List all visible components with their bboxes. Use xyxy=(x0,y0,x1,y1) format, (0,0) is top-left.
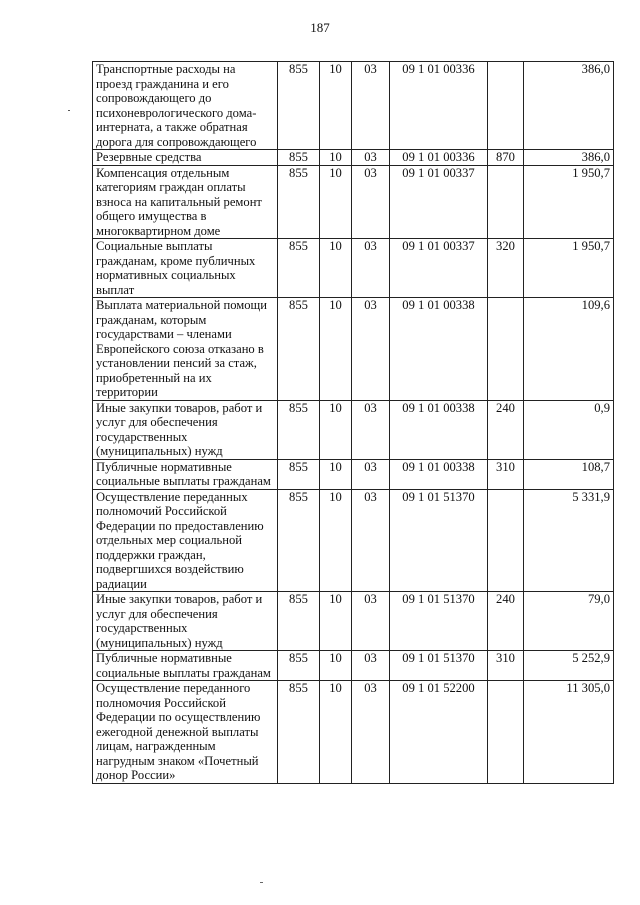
ministry-code: 855 xyxy=(278,165,320,239)
target-code: 09 1 01 52200 xyxy=(390,681,488,784)
expense-type-code: 320 xyxy=(488,239,524,298)
table-row xyxy=(93,298,614,401)
row-name: Иные закупки товаров, работ и услуг для обеспечения государственных (муниципальных) нужд xyxy=(93,400,278,459)
section-code: 10 xyxy=(320,400,352,459)
subsection-code: 03 xyxy=(352,489,390,592)
expense-type-code xyxy=(488,298,524,401)
row-name: Публичные нормативные социальные выплаты гражданам xyxy=(93,651,278,681)
target-code: 09 1 01 00338 xyxy=(390,400,488,459)
table-row xyxy=(93,62,614,150)
subsection-code: 03 xyxy=(352,459,390,489)
section-code: 10 xyxy=(320,651,352,681)
subsection-code: 03 xyxy=(352,651,390,681)
ministry-code: 855 xyxy=(278,239,320,298)
subsection-code: 03 xyxy=(352,62,390,150)
amount: 0,9 xyxy=(524,400,614,459)
target-code: 09 1 01 00337 xyxy=(390,239,488,298)
section-code: 10 xyxy=(320,165,352,239)
row-name: Транспортные расходы на проезд гражданина и его сопровождающего до психоневрологического дома-интерната, а также обратная дорога для сопровождающего xyxy=(93,62,278,150)
target-code: 09 1 01 51370 xyxy=(390,489,488,592)
row-name: Социальные выплаты гражданам, кроме публичных нормативных социальных выплат xyxy=(93,239,278,298)
scan-mark xyxy=(260,882,263,883)
target-code: 09 1 01 00336 xyxy=(390,62,488,150)
amount: 5 331,9 xyxy=(524,489,614,592)
amount: 109,6 xyxy=(524,298,614,401)
budget-table xyxy=(92,61,614,784)
subsection-code: 03 xyxy=(352,150,390,166)
subsection-code: 03 xyxy=(352,400,390,459)
target-code: 09 1 01 00337 xyxy=(390,165,488,239)
row-name: Публичные нормативные социальные выплаты гражданам xyxy=(93,459,278,489)
section-code: 10 xyxy=(320,62,352,150)
ministry-code: 855 xyxy=(278,400,320,459)
expense-type-code: 240 xyxy=(488,592,524,651)
table-row xyxy=(93,459,614,489)
expense-type-code: 240 xyxy=(488,400,524,459)
amount: 11 305,0 xyxy=(524,681,614,784)
ministry-code: 855 xyxy=(278,489,320,592)
row-name: Выплата материальной помощи гражданам, которым государствами – членами Европейского союза отказано в установлении пенсий за стаж, приобретенный на их территории xyxy=(93,298,278,401)
table-row xyxy=(93,489,614,592)
section-code: 10 xyxy=(320,239,352,298)
section-code: 10 xyxy=(320,592,352,651)
expense-type-code: 310 xyxy=(488,459,524,489)
ministry-code: 855 xyxy=(278,62,320,150)
ministry-code: 855 xyxy=(278,592,320,651)
table-row xyxy=(93,150,614,166)
amount: 1 950,7 xyxy=(524,165,614,239)
row-name: Осуществление переданных полномочий Российской Федерации по предоставлению отдельных мер социальной поддержки граждан, подвергшихся воздействию радиации xyxy=(93,489,278,592)
section-code: 10 xyxy=(320,681,352,784)
amount: 386,0 xyxy=(524,150,614,166)
table-row xyxy=(93,239,614,298)
subsection-code: 03 xyxy=(352,681,390,784)
target-code: 09 1 01 51370 xyxy=(390,592,488,651)
expense-type-code xyxy=(488,62,524,150)
table-row xyxy=(93,651,614,681)
table-row xyxy=(93,681,614,784)
row-name: Резервные средства xyxy=(93,150,278,166)
expense-type-code xyxy=(488,165,524,239)
table-row xyxy=(93,165,614,239)
ministry-code: 855 xyxy=(278,150,320,166)
amount: 108,7 xyxy=(524,459,614,489)
table-row xyxy=(93,400,614,459)
subsection-code: 03 xyxy=(352,298,390,401)
scan-mark xyxy=(68,110,70,111)
section-code: 10 xyxy=(320,459,352,489)
subsection-code: 03 xyxy=(352,239,390,298)
subsection-code: 03 xyxy=(352,165,390,239)
amount: 79,0 xyxy=(524,592,614,651)
target-code: 09 1 01 00336 xyxy=(390,150,488,166)
subsection-code: 03 xyxy=(352,592,390,651)
target-code: 09 1 01 51370 xyxy=(390,651,488,681)
section-code: 10 xyxy=(320,150,352,166)
ministry-code: 855 xyxy=(278,681,320,784)
ministry-code: 855 xyxy=(278,459,320,489)
section-code: 10 xyxy=(320,298,352,401)
row-name: Осуществление переданного полномочия Российской Федерации по осуществлению ежегодной денежной выплаты лицам, награжденным нагрудным знаком «Почетный донор России» xyxy=(93,681,278,784)
amount: 386,0 xyxy=(524,62,614,150)
row-name: Компенсация отдельным категориям граждан оплаты взноса на капитальный ремонт общего имущества в многоквартирном доме xyxy=(93,165,278,239)
target-code: 09 1 01 00338 xyxy=(390,459,488,489)
amount: 1 950,7 xyxy=(524,239,614,298)
row-name: Иные закупки товаров, работ и услуг для обеспечения государственных (муниципальных) нужд xyxy=(93,592,278,651)
amount: 5 252,9 xyxy=(524,651,614,681)
expense-type-code xyxy=(488,489,524,592)
expense-type-code: 310 xyxy=(488,651,524,681)
page-number: 187 xyxy=(310,20,330,35)
table-row xyxy=(93,592,614,651)
expense-type-code xyxy=(488,681,524,784)
ministry-code: 855 xyxy=(278,651,320,681)
section-code: 10 xyxy=(320,489,352,592)
target-code: 09 1 01 00338 xyxy=(390,298,488,401)
ministry-code: 855 xyxy=(278,298,320,401)
expense-type-code: 870 xyxy=(488,150,524,166)
